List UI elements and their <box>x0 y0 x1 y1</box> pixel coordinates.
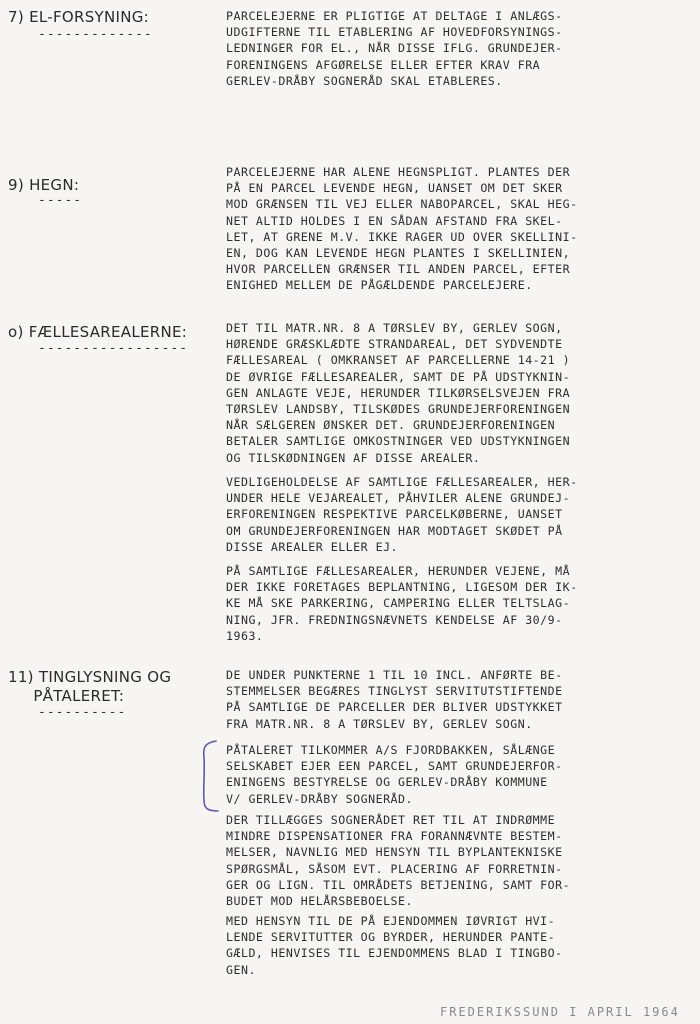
section-heading-tinglysning: 11) TINGLYSNING OG PÅTALERET: <box>8 668 172 705</box>
pen-bracket-mark <box>198 738 222 814</box>
section-heading-el-forsyning: 7) EL-FORSYNING: <box>8 8 150 26</box>
footer-place-date: FREDERIKSSUND I APRIL 1964 <box>440 1005 680 1019</box>
heading-underline: ----- <box>38 193 83 208</box>
paragraph-hegn: PARCELEJERNE HAR ALENE HEGNSPLIGT. PLANTES DER PÅ EN PARCEL LEVENDE HEGN, UANSET OM DET SKER MOD GRÆNSEN TIL VEJ ELLER NABOPARCEL, SKAL HEG- NET ALTID HOLDES I EN SÅDAN AFSTAND FRA SKEL- LET, AT GRENE M.V. IKKE RAGER UD OVER SKELLINI- EN, DOG KAN LEVENDE HEGN PLANTES I SKELLINIEN, HVOR PARCELLEN GRÆNSER TIL ANDEN PARCEL, EFTER ENIGHED MELLEM DE PÅGÆLDENDE PARCELEJERE. <box>226 165 578 293</box>
paragraph-el-forsyning: PARCELEJERNE ER PLIGTIGE AT DELTAGE I ANLÆGS- UDGIFTERNE TIL ETABLERING AF HOVEDFORSYNINGS- LEDNINGER FOR EL., NÅR DISSE IFLG. GRUNDEJER- FORENINGENS AFGØRELSE ELLER EFTER KRAV FRA GERLEV-DRÅBY SOGNERÅD SKAL ETABLERES. <box>226 9 563 88</box>
paragraph-paataleret: PÅTALERET TILKOMMER A/S FJORDBAKKEN, SÅLÆNGE SELSKABET EJER EEN PARCEL, SAMT GRUNDEJERFOR- ENINGENS BESTYRELSE OG GERLEV-DRÅBY KOMMUNE V/ GERLEV-DRÅBY SOGNERÅD. <box>226 743 563 806</box>
paragraph-faellesarealer-1: DET TIL MATR.NR. 8 A TØRSLEV BY, GERLEV SOGN, HØRENDE GRÆSKLÆDTE STRANDAREAL, DET SYDVENDTE FÆLLESAREAL ( OMKRANSET AF PARCELLERNE 14-21 ) DE ØVRIGE FÆLLESAREALER, SAMT DE PÅ UDSTYKNIN- GEN ANLAGTE VEJE, HERUNDER TILKØRSELSVEJEN FRA TØRSLEV LANDSBY, TILSKØDES GRUNDEJERFORENINGEN NÅR SÆLGEREN ØNSKER DET. GRUNDEJERFORENINGEN BETALER SAMTLIGE OMKOSTNINGER VED UDSTYKNINGEN OG TILSKØDNINGEN AF DISSE AREALER. <box>226 321 571 465</box>
paragraph-dispensation: DER TILLÆGGES SOGNERÅDET RET TIL AT INDRØMME MINDRE DISPENSATIONER FRA FORANNÆVNTE BESTEM- MELSER, NAVNLIG MED HENSYN TIL BYPLANTEKNISKE SPØRGSMÅL, SÅSOM EVT. PLACERING AF FORRETNIN- GER OG LIGN. TIL OMRÅDETS BETJENING, SAMT FOR- BUDET MOD HELÅRSBEBOELSE. <box>226 813 571 909</box>
heading-underline: ---------- <box>38 705 127 720</box>
paragraph-servitutter: MED HENSYN TIL DE PÅ EJENDOMMEN IØVRIGT HVI- LENDE SERVITUTTER OG BYRDER, HERUNDER PANTE- GÆLD, HENVISES TIL EJENDOMMENS BLAD I TINGBO- GEN. <box>226 914 563 977</box>
section-heading-faellesarealerne: o) FÆLLESAREALERNE: <box>8 323 188 341</box>
paragraph-faellesarealer-3: PÅ SAMTLIGE FÆLLESAREALER, HERUNDER VEJENE, MÅ DER IKKE FORETAGES BEPLANTNING, LIGESOM DER IK- KE MÅ SKE PARKERING, CAMPERING ELLER TELTSLAG- NING, JFR. FREDNINGSNÆVNETS KENDELSE AF 30/9- 1963. <box>226 564 578 643</box>
paragraph-tinglysning-1: DE UNDER PUNKTERNE 1 TIL 10 INCL. ANFØRTE BE- STEMMELSER BEGÆRES TINGLYST SERVITUTSTIFTENDE PÅ SAMTLIGE DE PARCELLER DER BLIVER UDSTYKKET FRA MATR.NR. 8 A TØRSLEV BY, GERLEV SOGN. <box>226 668 563 731</box>
heading-underline: ----------------- <box>38 341 189 356</box>
paragraph-faellesarealer-2: VEDLIGEHOLDELSE AF SAMTLIGE FÆLLESAREALER, HER- UNDER HELE VEJAREALET, PÅHVILER ALENE GRUNDEJ- ERFORENINGEN RESPEKTIVE PARCELKØBERNE, UANSET OM GRUNDEJERFORENINGEN HAR MODTAGET SKØDET PÅ DISSE AREALER ELLER EJ. <box>226 475 578 554</box>
heading-underline: ------------- <box>38 27 153 42</box>
section-heading-hegn: 9) HEGN: <box>8 176 80 194</box>
